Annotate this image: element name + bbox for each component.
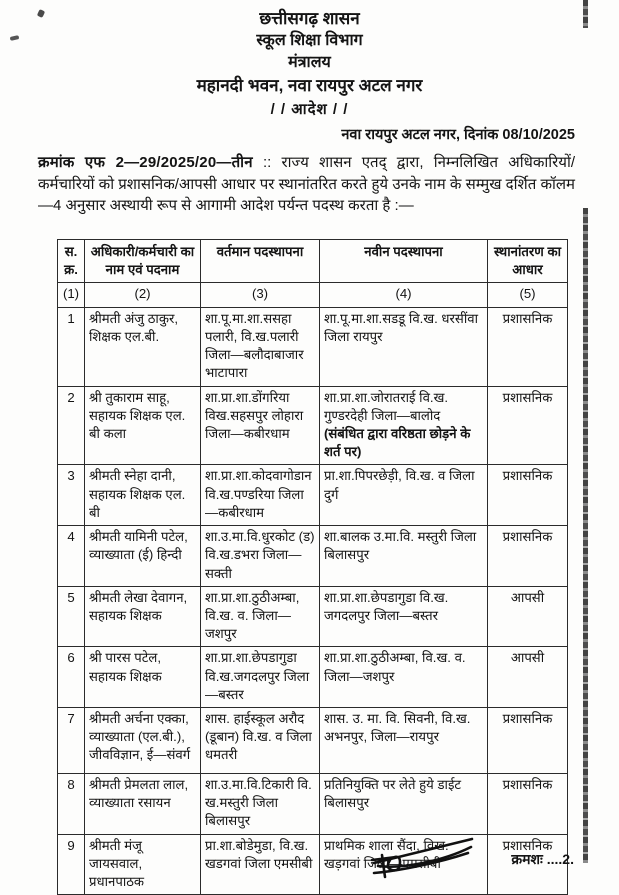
row-new-posting-text: शा.प्रा.शा.छेपडागुडा वि.ख. जगदलपुर जिला—बस्तर bbox=[324, 589, 449, 623]
table-row bbox=[58, 526, 568, 587]
row-new-posting-text: प्रतिनियुक्ति पर लेते हुये डाईट बिलासपुर bbox=[324, 777, 462, 811]
row-new-posting bbox=[320, 647, 488, 708]
row-transfer-basis: प्रशासनिक bbox=[488, 307, 568, 386]
row-name: श्री तुकाराम साहू, सहायक शिक्षक एल. बी कला bbox=[85, 386, 201, 465]
document-header bbox=[0, 7, 619, 121]
row-new-posting-text: प्रा.शा.पिपरछेड़ी, वि.ख. व जिला दुर्ग bbox=[324, 468, 475, 502]
table-row bbox=[58, 465, 568, 526]
row-current-posting: शा.प्रा.शा.कोदवागोडान वि.ख.पण्डरिया जिला—कबीरधाम bbox=[201, 465, 320, 526]
scan-artifact-line bbox=[583, 208, 588, 863]
row-new-posting bbox=[320, 708, 488, 774]
order-title: / / आदेश / / bbox=[270, 101, 349, 118]
col-number: (5) bbox=[488, 283, 568, 307]
table-row bbox=[58, 386, 568, 465]
row-name: श्रीमती अर्चना एक्का, व्याख्याता (एल.बी.), जीवविज्ञान, ई—संवर्ग bbox=[85, 708, 201, 774]
row-transfer-basis: प्रशासनिक bbox=[488, 465, 568, 526]
row-new-posting bbox=[320, 386, 488, 465]
row-new-posting bbox=[320, 774, 488, 835]
row-new-posting-text: शा.प्रा.शा.जोरातराई वि.ख. गुण्डरदेही जिला—बालोद bbox=[324, 389, 449, 423]
row-new-posting-text: शा.बालक उ.मा.वि. मस्तुरी जिला बिलासपुर bbox=[324, 529, 477, 563]
ministry-line: मंत्रालय bbox=[288, 54, 331, 71]
row-transfer-basis: प्रशासनिक bbox=[488, 708, 568, 774]
row-name: श्रीमती स्नेहा दानी, सहायक शिक्षक एल. बी bbox=[85, 465, 201, 526]
row-sno: 5 bbox=[58, 586, 85, 647]
row-current-posting: शा.उ.मा.वि.टिकारी वि. ख.मस्तुरी जिला बिलासपुर bbox=[201, 774, 320, 835]
row-name: श्री पारस पटेल, सहायक शिक्षक bbox=[85, 647, 201, 708]
row-current-posting: प्रा.शा.बोडेमुडा, वि.ख. खडगवां जिला एमसीबी bbox=[201, 834, 320, 895]
row-name: श्रीमती यामिनी पटेल, व्याख्याता (ई) हिन्दी bbox=[85, 526, 201, 587]
row-transfer-basis: प्रशासनिक bbox=[488, 774, 568, 835]
row-new-posting-note: (संबंधित द्वारा वरिष्ठता छोड़ने के शर्त पर) bbox=[324, 425, 471, 460]
row-transfer-basis: आपसी bbox=[488, 647, 568, 708]
row-transfer-basis: प्रशासनिक bbox=[488, 526, 568, 587]
row-name: श्रीमती लेखा देवागन, सहायक शिक्षक bbox=[85, 586, 201, 647]
table-header-row bbox=[58, 240, 568, 283]
address-line: महानदी भवन, नवा रायपुर अटल नगर bbox=[196, 76, 423, 95]
government-name: छत्तीसगढ़ शासन bbox=[259, 9, 360, 28]
row-sno: 3 bbox=[58, 465, 85, 526]
col-number: (3) bbox=[201, 283, 320, 307]
row-current-posting: शा.प्रा.शा.छेपडागुडा वि.ख.जगदलपुर जिला—बस्तर bbox=[201, 647, 320, 708]
row-new-posting bbox=[320, 465, 488, 526]
row-current-posting: शा.प्रा.शा.डोंगरिया विख.सहसपुर लोहारा जिला—कबीरधाम bbox=[201, 386, 320, 465]
table-row bbox=[58, 307, 568, 386]
row-name: श्रीमती अंजु ठाकुर, शिक्षक एल.बी. bbox=[85, 307, 201, 386]
order-paragraph bbox=[38, 152, 575, 217]
row-current-posting: शा.पू.मा.शा.ससहा पलारी, वि.ख.पलारी जिला—बलौदाबाजार भाटापारा bbox=[201, 307, 320, 386]
row-sno: 6 bbox=[58, 647, 85, 708]
row-sno: 1 bbox=[58, 307, 85, 386]
row-new-posting-text: शास. उ. मा. वि. सिवनी, वि.ख. अभनपुर, जिला—रायपुर bbox=[324, 711, 471, 745]
order-body-text: :: राज्य शासन एतद् द्वारा, निम्नलिखित अधिकारियों/कर्मचारियों को प्रशासनिक/आपसी आधार पर स्थानांतरित करते हुये उनके नाम के सम्मुख दर्शित कॉलम—4 अनुसार अस्थायी रूप से आगामी आदेश पर्यन्त पदस्थ करता है :— bbox=[38, 154, 575, 214]
row-sno: 8 bbox=[58, 774, 85, 835]
row-new-posting bbox=[320, 586, 488, 647]
transfer-table bbox=[57, 239, 568, 895]
row-transfer-basis: आपसी bbox=[488, 586, 568, 647]
row-current-posting: शा.उ.मा.वि.धुरकोट (ड) वि.ख.डभरा जिला—सक्ती bbox=[201, 526, 320, 587]
table-row bbox=[58, 708, 568, 774]
handwritten-signature-icon bbox=[368, 833, 483, 885]
row-sno: 4 bbox=[58, 526, 85, 587]
department-name: स्कूल शिक्षा विभाग bbox=[256, 32, 363, 49]
table-row bbox=[58, 647, 568, 708]
place-date-line: नवा रायपुर अटल नगर, दिनांक 08/10/2025 bbox=[341, 127, 575, 143]
column-number-row bbox=[58, 283, 568, 307]
header-current-posting: वर्तमान पदस्थापना bbox=[201, 240, 320, 283]
header-transfer-basis: स्थानांतरण का आधार bbox=[488, 240, 568, 283]
row-sno: 7 bbox=[58, 708, 85, 774]
row-new-posting-text: प्राथमिक शाला सैंदा, विख. खड़गवां जिला—एमसीबी bbox=[324, 837, 449, 871]
row-sno: 9 bbox=[58, 834, 85, 895]
header-name-designation: अधिकारी/कर्मचारी का नाम एवं पदनाम bbox=[85, 240, 201, 283]
row-new-posting bbox=[320, 526, 488, 587]
row-new-posting-text: शा.प्रा.शा.ठुठीअम्बा, वि.ख. व. जिला—जशपुर bbox=[324, 650, 466, 684]
row-name: श्रीमती मंजू जायसवाल, प्रधानपाठक bbox=[85, 834, 201, 895]
table-row bbox=[58, 834, 568, 895]
row-sno: 2 bbox=[58, 386, 85, 465]
row-current-posting: शास. हाईस्कूल अरौद (डूबान) वि.ख. व जिला धमतरी bbox=[201, 708, 320, 774]
row-name: श्रीमती प्रेमलता लाल, व्याख्याता रसायन bbox=[85, 774, 201, 835]
row-new-posting-text: शा.पू.मा.शा.सडडू वि.ख. धरसींवा जिला रायपुर bbox=[324, 310, 479, 344]
row-transfer-basis: प्रशासनिक bbox=[488, 834, 568, 895]
col-number: (2) bbox=[85, 283, 201, 307]
header-serial: स. क्र. bbox=[58, 240, 85, 283]
continuation-label: क्रमशः ....2. bbox=[511, 851, 574, 867]
row-transfer-basis: प्रशासनिक bbox=[488, 386, 568, 465]
row-new-posting bbox=[320, 307, 488, 386]
header-new-posting: नवीन पदस्थापना bbox=[320, 240, 488, 283]
table-row bbox=[58, 774, 568, 835]
row-current-posting: शा.प्रा.शा.ठुठीअम्बा, वि.ख. व. जिला—जशपुर bbox=[201, 586, 320, 647]
col-number: (1) bbox=[58, 283, 85, 307]
table-row bbox=[58, 586, 568, 647]
order-number: क्रमांक एफ 2—29/2025/20—तीन bbox=[38, 154, 253, 171]
col-number: (4) bbox=[320, 283, 488, 307]
